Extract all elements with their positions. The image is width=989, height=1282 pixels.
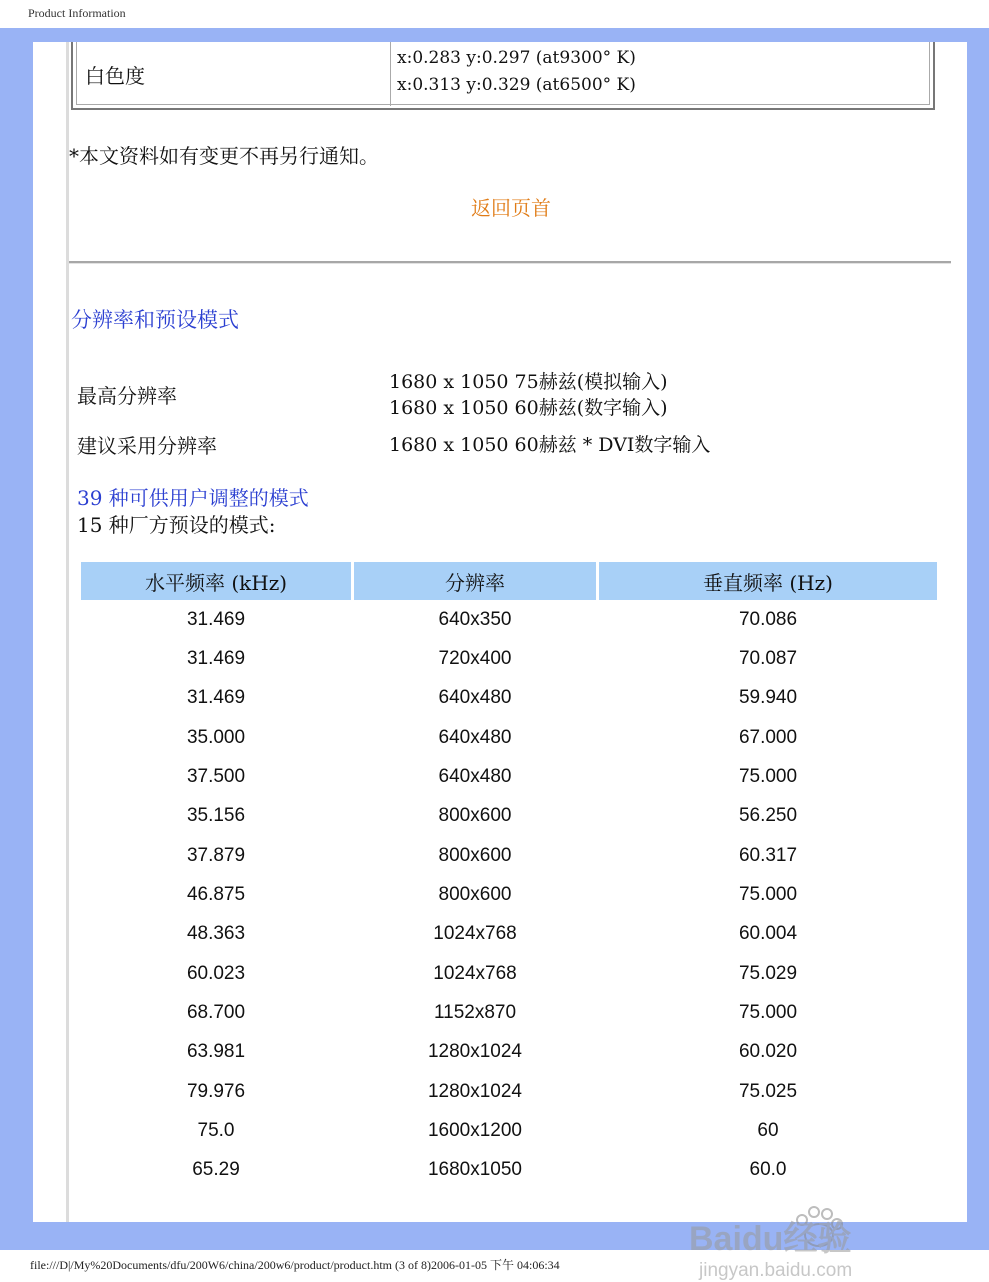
cell-hfreq: 63.981 bbox=[186, 1041, 246, 1063]
cell-vfreq: 75.029 bbox=[738, 962, 798, 984]
watermark-site: jingyan.baidu.com bbox=[699, 1260, 853, 1281]
header-vfreq: 垂直频率 (Hz) bbox=[599, 562, 937, 600]
white-color-table-inner bbox=[76, 42, 930, 105]
baidu-watermark bbox=[679, 1202, 909, 1282]
cell-vfreq: 60.020 bbox=[738, 1041, 798, 1063]
cell-vfreq: 56.250 bbox=[738, 805, 798, 827]
header-resolution: 分辨率 bbox=[354, 562, 596, 600]
cell-vfreq: 70.086 bbox=[738, 608, 798, 630]
back-to-top-link[interactable]: 返回页首 bbox=[471, 196, 551, 220]
table-row bbox=[81, 1033, 937, 1072]
max-resolution-label: 最高分辨率 bbox=[77, 384, 177, 408]
content-left-border bbox=[66, 42, 69, 1222]
table-divider bbox=[390, 42, 391, 106]
table-row bbox=[81, 757, 937, 796]
cell-resolution: 1280x1024 bbox=[427, 1041, 523, 1063]
cell-hfreq: 48.363 bbox=[186, 923, 246, 945]
cell-resolution: 800x600 bbox=[438, 884, 512, 906]
cell-vfreq: 70.087 bbox=[738, 648, 798, 670]
cell-resolution: 1680x1050 bbox=[427, 1159, 523, 1181]
recommended-resolution-value: 1680 x 1050 60赫兹 * DVI数字输入 bbox=[389, 434, 711, 456]
cell-hfreq: 31.469 bbox=[186, 608, 246, 630]
cell-hfreq: 35.156 bbox=[186, 805, 246, 827]
cell-resolution: 1152x870 bbox=[433, 1002, 517, 1024]
cell-vfreq: 60.0 bbox=[749, 1159, 787, 1181]
cell-resolution: 640x480 bbox=[438, 726, 512, 748]
table-row bbox=[81, 993, 937, 1032]
cell-hfreq: 31.469 bbox=[186, 648, 246, 670]
watermark-brand: Baidu经验 bbox=[689, 1220, 852, 1258]
cell-resolution: 640x480 bbox=[438, 687, 512, 709]
browser-header bbox=[0, 0, 989, 28]
recommended-resolution-label: 建议采用分辨率 bbox=[77, 434, 217, 458]
cell-vfreq: 75.000 bbox=[738, 766, 798, 788]
cell-hfreq: 60.023 bbox=[186, 962, 246, 984]
cell-vfreq: 60.004 bbox=[738, 923, 798, 945]
cell-hfreq: 65.29 bbox=[192, 1159, 240, 1181]
cell-resolution: 800x600 bbox=[438, 805, 512, 827]
cell-resolution: 640x480 bbox=[438, 766, 512, 788]
white-color-table bbox=[71, 42, 935, 110]
cell-vfreq: 75.025 bbox=[738, 1080, 798, 1102]
table-row bbox=[81, 797, 937, 836]
table-row bbox=[81, 915, 937, 954]
max-resolution-digital: 1680 x 1050 60赫兹(数字输入) bbox=[389, 397, 668, 419]
table-row bbox=[81, 1111, 937, 1150]
cell-vfreq: 60.317 bbox=[738, 844, 798, 866]
cell-hfreq: 37.500 bbox=[186, 766, 246, 788]
cell-vfreq: 67.000 bbox=[738, 726, 798, 748]
table-row bbox=[81, 600, 937, 639]
page-header-title: Product Information bbox=[28, 6, 126, 20]
disclaimer-note: *本文资料如有变更不再另行通知。 bbox=[69, 144, 379, 168]
table-row bbox=[81, 1072, 937, 1111]
table-row bbox=[81, 836, 937, 875]
white-color-value-6500: x:0.313 y:0.329 (at6500° K) bbox=[397, 75, 636, 95]
cell-hfreq: 35.000 bbox=[186, 726, 246, 748]
timing-table-header bbox=[81, 562, 937, 600]
cell-resolution: 800x600 bbox=[438, 844, 512, 866]
table-row bbox=[81, 954, 937, 993]
page-footer: file:///D|/My%20Documents/dfu/200W6/china/200w6/product/product.htm (3 of 8)2006-01-05 下午 04:06:34 bbox=[30, 1258, 560, 1272]
cell-resolution: 1600x1200 bbox=[427, 1120, 523, 1142]
section-title: 分辨率和预设模式 bbox=[71, 308, 239, 332]
cell-vfreq: 75.000 bbox=[738, 884, 798, 906]
timing-table bbox=[78, 562, 940, 1190]
cell-resolution: 1024x768 bbox=[433, 923, 517, 945]
white-color-value-9300: x:0.283 y:0.297 (at9300° K) bbox=[397, 48, 636, 68]
factory-modes-text: 15 种厂方预设的模式: bbox=[77, 513, 276, 537]
table-row bbox=[81, 875, 937, 914]
cell-resolution: 640x350 bbox=[438, 608, 512, 630]
cell-hfreq: 79.976 bbox=[186, 1080, 246, 1102]
cell-hfreq: 46.875 bbox=[186, 884, 246, 906]
cell-resolution: 1024x768 bbox=[433, 962, 517, 984]
max-resolution-analog: 1680 x 1050 75赫兹(模拟输入) bbox=[389, 371, 668, 393]
cell-hfreq: 75.0 bbox=[197, 1120, 235, 1142]
cell-hfreq: 37.879 bbox=[186, 844, 246, 866]
section-divider bbox=[69, 261, 951, 264]
table-row bbox=[81, 1151, 937, 1190]
header-hfreq: 水平频率 (kHz) bbox=[81, 562, 351, 600]
cell-resolution: 1280x1024 bbox=[427, 1080, 523, 1102]
table-row bbox=[81, 718, 937, 757]
cell-hfreq: 68.700 bbox=[186, 1002, 246, 1024]
user-modes-link[interactable]: 39 种可供用户调整的模式 bbox=[77, 486, 309, 510]
table-row bbox=[81, 679, 937, 718]
table-row bbox=[81, 639, 937, 678]
cell-vfreq: 59.940 bbox=[738, 687, 798, 709]
white-color-label: 白色度 bbox=[85, 64, 145, 88]
cell-vfreq: 60 bbox=[757, 1120, 779, 1142]
cell-hfreq: 31.469 bbox=[186, 687, 246, 709]
cell-vfreq: 75.000 bbox=[738, 1002, 798, 1024]
cell-resolution: 720x400 bbox=[438, 648, 512, 670]
